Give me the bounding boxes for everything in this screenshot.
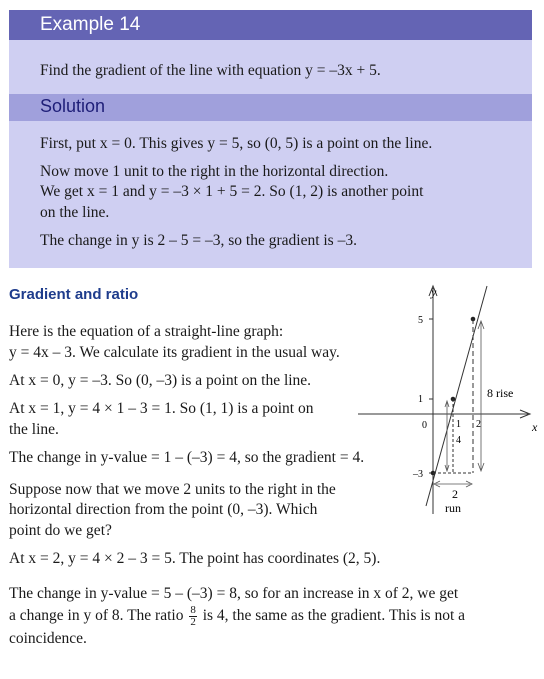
text-line-8: horizontal direction from the point (0, –3). Which (9, 501, 318, 518)
text-line-13: coincidence. (9, 630, 87, 647)
text-line-5: the line. (9, 421, 59, 438)
x-tick-label-1: 1 (456, 419, 461, 430)
text-line-6: The change in y-value = 1 – (–3) = 4, so the gradient = 4. (9, 449, 365, 466)
fraction-numerator: 8 (190, 604, 196, 616)
text-line-12-end: is 4, the same as the gradient. This is not a (202, 607, 466, 625)
run-label: run (445, 501, 461, 515)
solution-paragraph-2-line-2: We get x = 1 and y = –3 × 1 + 5 = 2. So (1, 2) is another point (40, 183, 424, 200)
text-line-4: At x = 1, y = 4 × 1 – 3 = 1. So (1, 1) is a point on (9, 400, 314, 417)
solution-paragraph-1: First, put x = 0. This gives y = 5, so (0, 5) is a point on the line. (40, 135, 433, 152)
example-header (9, 10, 532, 40)
solution-paragraph-2-line-1: Now move 1 unit to the right in the horizontal direction. (40, 163, 389, 180)
section-heading: Gradient and ratio (9, 286, 139, 303)
y-tick-label-neg3: –3 (413, 469, 423, 480)
text-line-7: Suppose now that we move 2 units to the right in the (9, 481, 336, 498)
text-line-1: Here is the equation of a straight-line graph: (9, 323, 284, 340)
solution-paragraph-2-line-3: on the line. (40, 204, 110, 221)
text-line-12-start: a change in y of 8. The ratio (9, 607, 184, 625)
line-graph (350, 282, 540, 522)
solution-paragraph-3: The change in y is 2 – 5 = –3, so the gradient is –3. (40, 232, 357, 249)
rise-8-label: 8 rise (487, 386, 514, 400)
origin-label: 0 (422, 420, 427, 431)
fraction-denominator: 2 (190, 616, 196, 628)
text-line-2: y = 4x – 3. We calculate its gradient in the usual way. (9, 344, 340, 361)
solution-title: Solution (40, 96, 106, 116)
ratio-fraction (189, 605, 197, 628)
y-tick-label-5: 5 (418, 315, 423, 326)
rise-4-label: 4 (456, 435, 461, 446)
x-axis-label: x (532, 420, 538, 434)
text-line-11: The change in y-value = 5 – (–3) = 8, so for an increase in x of 2, we get (9, 585, 459, 602)
text-line-9: point do we get? (9, 522, 112, 539)
text-line-3: At x = 0, y = –3. So (0, –3) is a point on the line. (9, 372, 312, 389)
run-2-label: 2 (452, 487, 458, 501)
text-line-10: At x = 2, y = 4 × 2 – 3 = 5. The point has coordinates (2, 5). (9, 550, 381, 567)
y-tick-label-1: 1 (418, 394, 423, 405)
example-title: Example 14 (40, 14, 141, 35)
example-question: Find the gradient of the line with equation y = –3x + 5. (40, 62, 381, 79)
x-tick-label-2: 2 (476, 419, 481, 430)
y-axis-label: y (431, 285, 437, 299)
text-line-12 (9, 605, 465, 628)
solution-header (9, 94, 532, 121)
